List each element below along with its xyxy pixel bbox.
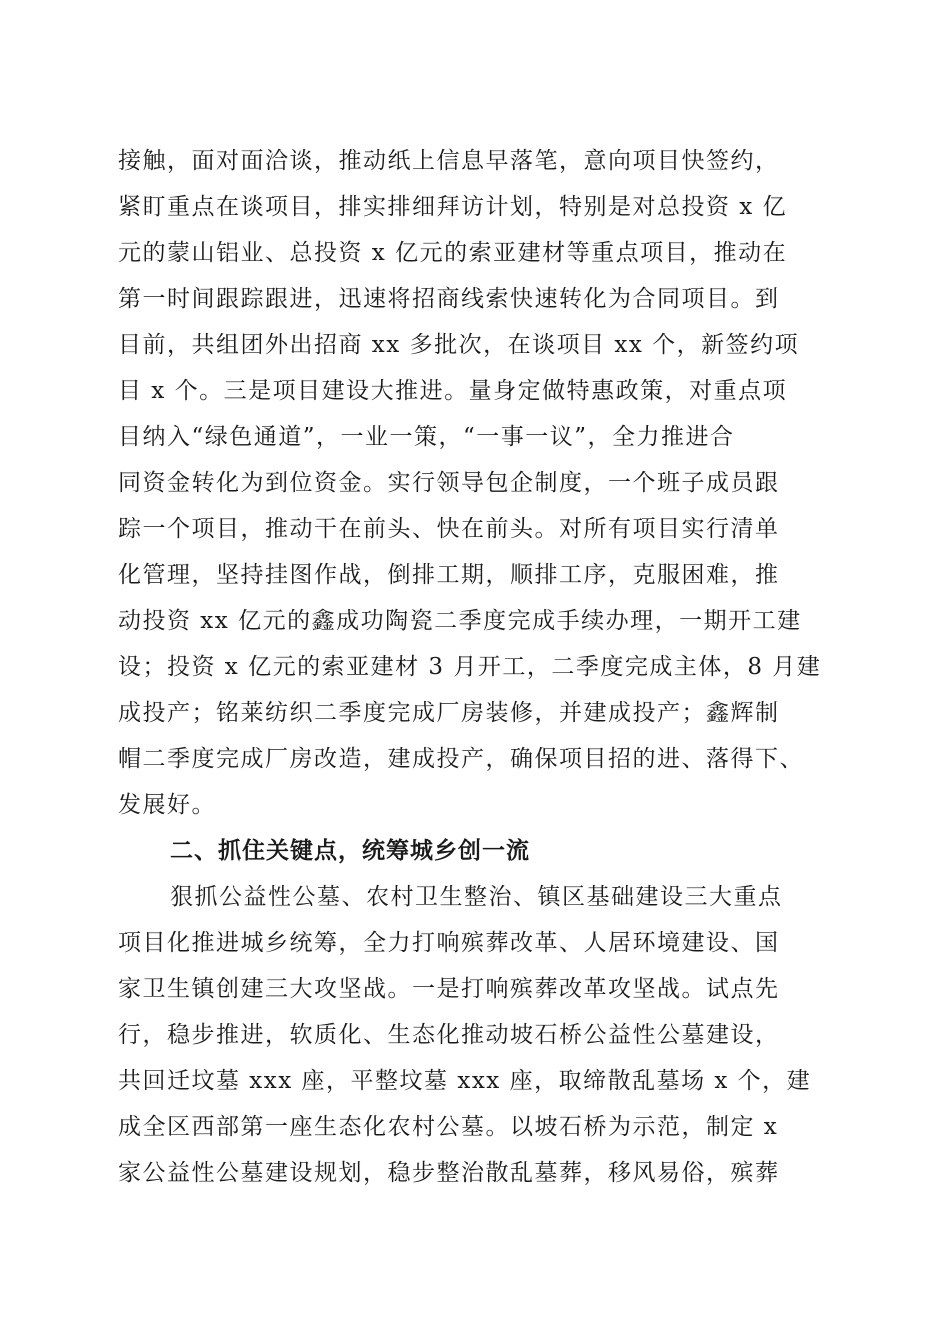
paragraph-line: 成投产；铭莱纺织二季度完成厂房装修，并建成投产；鑫辉制	[118, 700, 780, 726]
paragraph-line: 目 x 个。三是项目建设大推进。量身定做特惠政策，对重点项	[118, 378, 788, 404]
paragraph-line: 化管理，坚持挂图作战，倒排工期，顺排工序，克服困难，推	[118, 562, 780, 588]
paragraph-line: 同资金转化为到位资金。实行领导包企制度，一个班子成员跟	[118, 470, 780, 496]
paragraph-line: 动投资 xx 亿元的鑫成功陶瓷二季度完成手续办理，一期开工建	[118, 608, 802, 634]
paragraph-line: 目纳入“绿色通道”，一业一策，“一事一议”，全力推进合	[118, 424, 735, 450]
paragraph-line: 行，稳步推进，软质化、生态化推动坡石桥公益性公墓建设，	[118, 1022, 780, 1048]
paragraph-line: 紧盯重点在谈项目，排实排细拜访计划，特别是对总投资 x 亿	[118, 194, 788, 220]
paragraph-line: 帽二季度完成厂房改造，建成投产，确保项目招的进、落得下、	[118, 746, 804, 772]
paragraph-line: 目前，共组团外出招商 xx 多批次，在谈项目 xx 个，新签约项	[118, 332, 800, 358]
paragraph-line: 接触，面对面洽谈，推动纸上信息早落笔，意向项目快签约，	[118, 148, 780, 174]
paragraph-line: 踪一个项目，推动干在前头、快在前头。对所有项目实行清单	[118, 516, 780, 542]
section-heading: 二、抓住关键点，统筹城乡创一流	[170, 838, 530, 864]
paragraph-line: 家公益性公墓建设规划，稳步整治散乱墓葬，移风易俗，殡葬	[118, 1160, 780, 1186]
paragraph-line: 家卫生镇创建三大攻坚战。一是打响殡葬改革攻坚战。试点先	[118, 976, 780, 1002]
paragraph-line: 设；投资 x 亿元的索亚建材 3 月开工，二季度完成主体，8 月建	[118, 654, 822, 680]
paragraph-line: 发展好。	[118, 792, 216, 818]
paragraph-line: 元的蒙山铝业、总投资 x 亿元的索亚建材等重点项目，推动在	[118, 240, 788, 266]
paragraph-line: 共回迁坟墓 xxx 座，平整坟墓 xxx 座，取缔散乱墓场 x 个，建	[118, 1068, 812, 1094]
paragraph-line: 成全区西部第一座生态化农村公墓。以坡石桥为示范，制定 x	[118, 1114, 779, 1140]
paragraph-line: 第一时间跟踪跟进，迅速将招商线索快速转化为合同项目。到	[118, 286, 780, 312]
paragraph-line: 狠抓公益性公墓、农村卫生整治、镇区基础建设三大重点	[170, 884, 783, 910]
paragraph-line: 项目化推进城乡统筹，全力打响殡葬改革、人居环境建设、国	[118, 930, 780, 956]
